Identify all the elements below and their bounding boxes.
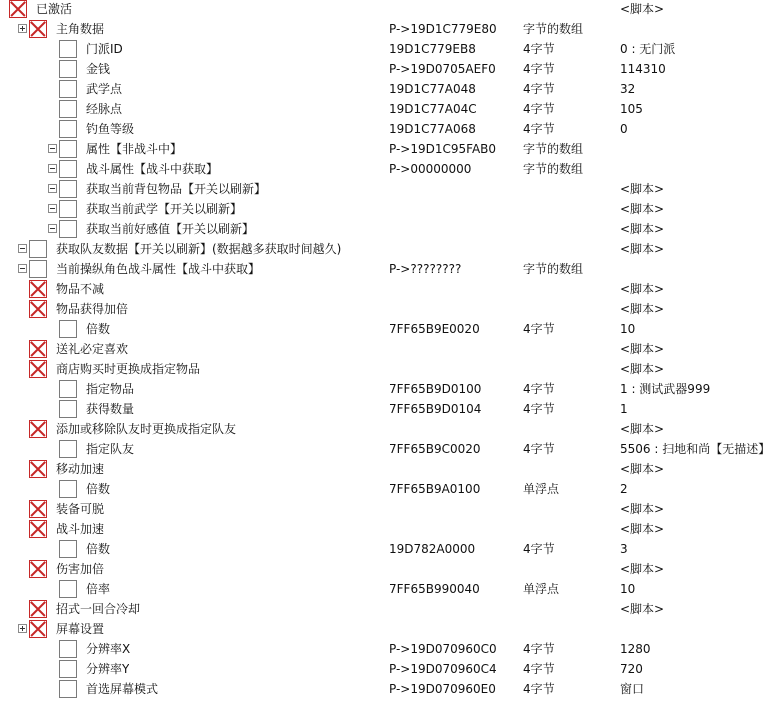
- expand-icon[interactable]: [18, 624, 27, 633]
- description-cell: 武学点: [86, 82, 123, 96]
- description-cell: 移动加速: [56, 462, 105, 476]
- description-cell: 商店购买时更换成指定物品: [56, 362, 201, 376]
- value-cell[interactable]: <脚本>: [620, 522, 665, 536]
- table-row[interactable]: [0, 619, 770, 639]
- value-cell[interactable]: 窗口: [620, 682, 645, 696]
- table-row[interactable]: [0, 239, 770, 259]
- value-cell[interactable]: 720: [620, 662, 643, 676]
- value-cell[interactable]: <脚本>: [620, 2, 665, 16]
- table-row[interactable]: [0, 459, 770, 479]
- collapse-icon[interactable]: [48, 204, 57, 213]
- active-checkbox[interactable]: [59, 180, 77, 198]
- type-cell: 4字节: [523, 62, 555, 76]
- value-cell[interactable]: 3: [620, 542, 628, 556]
- table-row[interactable]: [0, 559, 770, 579]
- type-cell: 单浮点: [523, 482, 560, 496]
- table-row[interactable]: [0, 659, 770, 679]
- table-row[interactable]: [0, 59, 770, 79]
- description-cell: 物品不减: [56, 282, 105, 296]
- type-cell: 字节的数组: [523, 142, 584, 156]
- address-cell: 7FF65B9C0020: [389, 442, 481, 456]
- active-checkbox[interactable]: [59, 200, 77, 218]
- active-checkbox[interactable]: [29, 560, 47, 578]
- type-cell: 4字节: [523, 102, 555, 116]
- table-row[interactable]: [0, 299, 770, 319]
- active-checkbox[interactable]: [29, 280, 47, 298]
- value-cell[interactable]: 105: [620, 102, 643, 116]
- value-cell[interactable]: 5506 : 扫地和尚【无描述】: [620, 442, 770, 456]
- description-cell: 战斗属性【战斗中获取】: [86, 162, 219, 176]
- value-cell[interactable]: <脚本>: [620, 222, 665, 236]
- address-cell: P->00000000: [389, 162, 472, 176]
- type-cell: 字节的数组: [523, 22, 584, 36]
- description-cell: 获取队友数据【开关以刷新】(数据越多获取时间越久): [56, 242, 342, 256]
- type-cell: 4字节: [523, 542, 555, 556]
- table-row[interactable]: [0, 479, 770, 499]
- address-cell: 7FF65B9A0100: [389, 482, 481, 496]
- value-cell[interactable]: 1: [620, 402, 628, 416]
- active-checkbox[interactable]: [59, 480, 77, 498]
- type-cell: 4字节: [523, 382, 555, 396]
- active-checkbox[interactable]: [29, 300, 47, 318]
- collapse-icon[interactable]: [48, 224, 57, 233]
- address-cell: 7FF65B9E0020: [389, 322, 480, 336]
- active-checkbox[interactable]: [29, 240, 47, 258]
- active-checkbox[interactable]: [59, 40, 77, 58]
- description-cell: 倍率: [86, 582, 111, 596]
- value-cell[interactable]: 1 : 测试武器999: [620, 382, 711, 396]
- table-row[interactable]: [0, 199, 770, 219]
- active-checkbox[interactable]: [29, 340, 47, 358]
- address-cell: 7FF65B990040: [389, 582, 480, 596]
- value-cell[interactable]: <脚本>: [620, 362, 665, 376]
- value-cell[interactable]: <脚本>: [620, 342, 665, 356]
- address-cell: 7FF65B9D0100: [389, 382, 482, 396]
- type-cell: 4字节: [523, 122, 555, 136]
- description-cell: 已激活: [36, 2, 73, 16]
- type-cell: 字节的数组: [523, 262, 584, 276]
- active-checkbox[interactable]: [29, 620, 47, 638]
- description-cell: 获取当前背包物品【开关以刷新】: [86, 182, 267, 196]
- address-cell: 19D1C77A04C: [389, 102, 477, 116]
- description-cell: 当前操纵角色战斗属性【战斗中获取】: [56, 262, 261, 276]
- description-cell: 倍数: [86, 322, 111, 336]
- description-cell: 送礼必定喜欢: [56, 342, 129, 356]
- value-cell[interactable]: 114310: [620, 62, 666, 76]
- active-checkbox[interactable]: [59, 440, 77, 458]
- description-cell: 获取当前好感值【开关以刷新】: [86, 222, 255, 236]
- description-cell: 指定队友: [86, 442, 135, 456]
- address-cell: 7FF65B9D0104: [389, 402, 482, 416]
- address-cell: P->19D070960C4: [389, 662, 497, 676]
- type-cell: 字节的数组: [523, 162, 584, 176]
- table-row[interactable]: [0, 519, 770, 539]
- value-cell[interactable]: <脚本>: [620, 242, 665, 256]
- active-checkbox[interactable]: [29, 460, 47, 478]
- value-cell[interactable]: 10: [620, 322, 636, 336]
- description-cell: 获得数量: [86, 402, 135, 416]
- description-cell: 钓鱼等级: [86, 122, 135, 136]
- type-cell: 4字节: [523, 402, 555, 416]
- table-row[interactable]: [0, 499, 770, 519]
- active-checkbox[interactable]: [59, 400, 77, 418]
- description-cell: 经脉点: [86, 102, 123, 116]
- collapse-icon[interactable]: [48, 184, 57, 193]
- value-cell[interactable]: 32: [620, 82, 636, 96]
- value-cell[interactable]: <脚本>: [620, 462, 665, 476]
- table-row[interactable]: [0, 379, 770, 399]
- table-row[interactable]: [0, 359, 770, 379]
- active-checkbox[interactable]: [59, 80, 77, 98]
- active-checkbox[interactable]: [59, 100, 77, 118]
- address-cell: P->19D070960E0: [389, 682, 496, 696]
- active-checkbox[interactable]: [59, 120, 77, 138]
- table-row[interactable]: [0, 679, 770, 699]
- type-cell: 4字节: [523, 42, 555, 56]
- description-cell: 战斗加速: [56, 522, 105, 536]
- active-checkbox[interactable]: [9, 0, 27, 18]
- table-row[interactable]: [0, 399, 770, 419]
- value-cell[interactable]: <脚本>: [620, 202, 665, 216]
- description-cell: 获取当前武学【开关以刷新】: [86, 202, 243, 216]
- table-row[interactable]: [0, 0, 770, 19]
- active-checkbox[interactable]: [59, 160, 77, 178]
- active-checkbox[interactable]: [29, 520, 47, 538]
- active-checkbox[interactable]: [59, 580, 77, 598]
- description-cell: 主角数据: [56, 22, 105, 36]
- description-cell: 倍数: [86, 542, 111, 556]
- description-cell: 分辨率X: [86, 642, 131, 656]
- table-row[interactable]: [0, 79, 770, 99]
- table-row[interactable]: [0, 599, 770, 619]
- table-row[interactable]: [0, 19, 770, 39]
- table-row[interactable]: [0, 639, 770, 659]
- description-cell: 添加或移除队友时更换成指定队友: [56, 422, 237, 436]
- type-cell: 4字节: [523, 682, 555, 696]
- active-checkbox[interactable]: [59, 640, 77, 658]
- value-cell[interactable]: <脚本>: [620, 422, 665, 436]
- value-cell[interactable]: 0: [620, 122, 628, 136]
- collapse-icon[interactable]: [48, 144, 57, 153]
- active-checkbox[interactable]: [29, 260, 47, 278]
- type-cell: 4字节: [523, 662, 555, 676]
- description-cell: 倍数: [86, 482, 111, 496]
- value-cell[interactable]: <脚本>: [620, 182, 665, 196]
- active-checkbox[interactable]: [29, 20, 47, 38]
- collapse-icon[interactable]: [18, 244, 27, 253]
- value-cell[interactable]: 0 : 无门派: [620, 42, 676, 56]
- table-row[interactable]: [0, 259, 770, 279]
- value-cell[interactable]: 2: [620, 482, 628, 496]
- value-cell[interactable]: <脚本>: [620, 502, 665, 516]
- active-checkbox[interactable]: [29, 360, 47, 378]
- table-row[interactable]: [0, 439, 770, 459]
- collapse-icon[interactable]: [18, 264, 27, 273]
- description-cell: 招式一回合冷却: [56, 602, 141, 616]
- address-cell: P->19D1C95FAB0: [389, 142, 497, 156]
- description-cell: 属性【非战斗中】: [86, 142, 183, 156]
- address-cell: P->19D070960C0: [389, 642, 497, 656]
- active-checkbox[interactable]: [59, 540, 77, 558]
- value-cell[interactable]: 1280: [620, 642, 651, 656]
- table-row[interactable]: [0, 539, 770, 559]
- table-row[interactable]: [0, 339, 770, 359]
- value-cell[interactable]: 10: [620, 582, 636, 596]
- table-row[interactable]: [0, 159, 770, 179]
- table-row[interactable]: [0, 579, 770, 599]
- description-cell: 伤害加倍: [56, 562, 105, 576]
- type-cell: 4字节: [523, 82, 555, 96]
- table-row[interactable]: [0, 99, 770, 119]
- address-cell: 19D1C779EB8: [389, 42, 476, 56]
- type-cell: 4字节: [523, 442, 555, 456]
- address-cell: 19D1C77A068: [389, 122, 476, 136]
- active-checkbox[interactable]: [59, 60, 77, 78]
- table-row[interactable]: [0, 279, 770, 299]
- type-cell: 单浮点: [523, 582, 560, 596]
- active-checkbox[interactable]: [59, 220, 77, 238]
- collapse-icon[interactable]: [48, 164, 57, 173]
- description-cell: 物品获得加倍: [56, 302, 129, 316]
- type-cell: 4字节: [523, 322, 555, 336]
- table-row[interactable]: [0, 419, 770, 439]
- description-cell: 屏幕设置: [56, 622, 105, 636]
- active-checkbox[interactable]: [59, 680, 77, 698]
- address-cell: 19D1C77A048: [389, 82, 476, 96]
- table-row[interactable]: [0, 139, 770, 159]
- description-cell: 装备可脱: [56, 502, 105, 516]
- value-cell[interactable]: <脚本>: [620, 282, 665, 296]
- active-checkbox[interactable]: [29, 600, 47, 618]
- active-checkbox[interactable]: [29, 500, 47, 518]
- active-checkbox[interactable]: [59, 380, 77, 398]
- value-cell[interactable]: <脚本>: [620, 602, 665, 616]
- description-cell: 指定物品: [86, 382, 135, 396]
- description-cell: 分辨率Y: [86, 662, 130, 676]
- active-checkbox[interactable]: [29, 420, 47, 438]
- table-row[interactable]: [0, 319, 770, 339]
- table-row[interactable]: [0, 179, 770, 199]
- active-checkbox[interactable]: [59, 660, 77, 678]
- table-row[interactable]: [0, 219, 770, 239]
- value-cell[interactable]: <脚本>: [620, 302, 665, 316]
- address-cell: P->19D0705AEF0: [389, 62, 496, 76]
- address-cell: P->????????: [389, 262, 462, 276]
- address-cell: 19D782A0000: [389, 542, 476, 556]
- description-cell: 首选屏幕模式: [86, 682, 159, 696]
- value-cell[interactable]: <脚本>: [620, 562, 665, 576]
- active-checkbox[interactable]: [59, 320, 77, 338]
- description-cell: 门派ID: [86, 42, 123, 56]
- type-cell: 4字节: [523, 642, 555, 656]
- table-row[interactable]: [0, 119, 770, 139]
- active-checkbox[interactable]: [59, 140, 77, 158]
- description-cell: 金钱: [86, 62, 111, 76]
- table-row[interactable]: [0, 39, 770, 59]
- expand-icon[interactable]: [18, 24, 27, 33]
- address-cell: P->19D1C779E80: [389, 22, 497, 36]
